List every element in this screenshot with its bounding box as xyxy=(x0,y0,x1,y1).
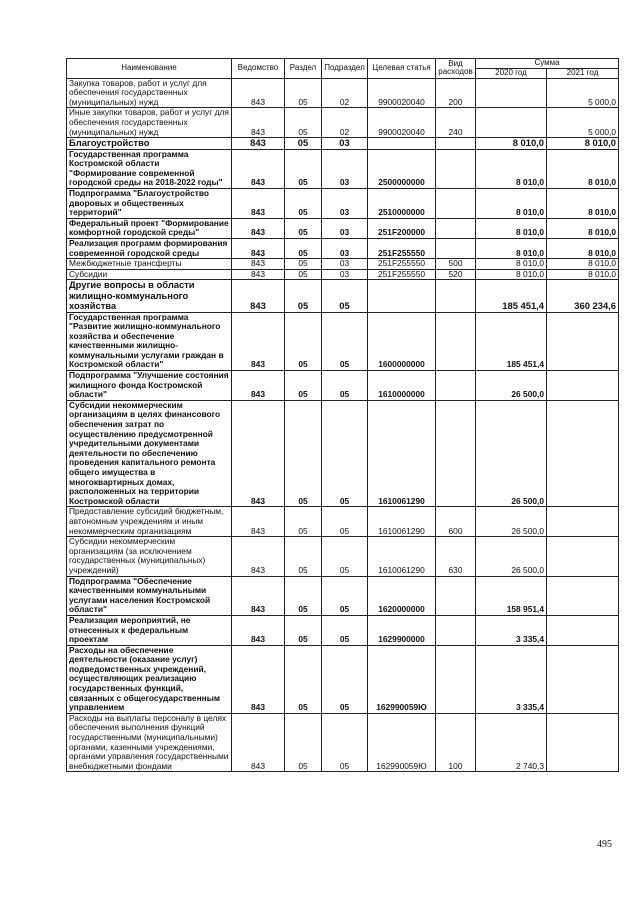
cell-target xyxy=(368,138,436,149)
cell-razdel: 05 xyxy=(285,507,322,537)
cell-podrazdel: 05 xyxy=(322,312,368,371)
cell-ved: 843 xyxy=(232,576,285,615)
cell-vid: 100 xyxy=(436,713,476,772)
cell-razdel: 05 xyxy=(285,615,322,645)
cell-y2020: 3 335,4 xyxy=(476,645,547,713)
cell-name: Предоставление субсидий бюджетным, автономным учреждениям и иным некоммерческим организациям xyxy=(67,507,232,537)
cell-razdel: 05 xyxy=(285,371,322,401)
cell-target: 1629900000 xyxy=(368,615,436,645)
table-row xyxy=(67,576,619,615)
cell-podrazdel: 03 xyxy=(322,188,368,218)
cell-ved: 843 xyxy=(232,259,285,270)
header-summa: Сумма xyxy=(476,59,619,69)
cell-razdel: 05 xyxy=(285,188,322,218)
cell-y2021: 8 010,0 xyxy=(547,188,619,218)
cell-ved: 843 xyxy=(232,78,285,108)
cell-podrazdel: 05 xyxy=(322,615,368,645)
cell-y2020: 8 010,0 xyxy=(476,188,547,218)
cell-target: 162990059Ю xyxy=(368,645,436,713)
cell-vid xyxy=(436,218,476,238)
cell-razdel: 05 xyxy=(285,537,322,576)
cell-target: 1610061290 xyxy=(368,537,436,576)
cell-vid xyxy=(436,371,476,401)
cell-y2020: 3 335,4 xyxy=(476,615,547,645)
cell-vid xyxy=(436,312,476,371)
cell-y2021 xyxy=(547,537,619,576)
cell-ved: 843 xyxy=(232,188,285,218)
cell-name: Субсидии xyxy=(67,269,232,280)
cell-name: Государственная программа Костромской области "Формирование современной городской среды на 2018-2022 годы" xyxy=(67,149,232,188)
cell-razdel: 05 xyxy=(285,138,322,149)
cell-y2020: 8 010,0 xyxy=(476,138,547,149)
header-2021: 2021 год xyxy=(547,68,619,78)
cell-y2021 xyxy=(547,645,619,713)
cell-y2021 xyxy=(547,507,619,537)
cell-y2020: 8 010,0 xyxy=(476,238,547,258)
cell-target: 251F255550 xyxy=(368,238,436,258)
cell-podrazdel: 03 xyxy=(322,238,368,258)
cell-y2020: 185 451,4 xyxy=(476,312,547,371)
cell-target: 162990059Ю xyxy=(368,713,436,772)
cell-ved: 843 xyxy=(232,400,285,507)
table-row xyxy=(67,238,619,258)
cell-razdel: 05 xyxy=(285,576,322,615)
cell-y2020: 26 500,0 xyxy=(476,507,547,537)
table-row xyxy=(67,138,619,149)
cell-podrazdel: 05 xyxy=(322,713,368,772)
cell-y2020: 26 500,0 xyxy=(476,537,547,576)
cell-name: Государственная программа "Развитие жилищно-коммунального хозяйства и обеспечение качественными жилищно-коммунальными услугами граждан в Костромской области" xyxy=(67,312,232,371)
table-row xyxy=(67,615,619,645)
cell-ved: 843 xyxy=(232,280,285,312)
cell-y2020: 8 010,0 xyxy=(476,149,547,188)
cell-vid xyxy=(436,280,476,312)
cell-y2021 xyxy=(547,400,619,507)
header-2020: 2020 год xyxy=(476,68,547,78)
cell-y2021: 8 010,0 xyxy=(547,149,619,188)
cell-target: 9900020040 xyxy=(368,108,436,138)
cell-ved: 843 xyxy=(232,218,285,238)
cell-podrazdel: 05 xyxy=(322,280,368,312)
cell-vid xyxy=(436,238,476,258)
cell-target: 251F200000 xyxy=(368,218,436,238)
cell-target: 1610061290 xyxy=(368,400,436,507)
cell-name: Подпрограмма "Обеспечение качественными коммунальными услугами населения Костромской области" xyxy=(67,576,232,615)
table-row xyxy=(67,149,619,188)
cell-ved: 843 xyxy=(232,312,285,371)
cell-name: Расходы на обеспечение деятельности (оказание услуг) подведомственных учреждений, осуществляющих реализацию государственных функций, связанных с общегосударственным управлением xyxy=(67,645,232,713)
cell-vid: 600 xyxy=(436,507,476,537)
cell-vid: 630 xyxy=(436,537,476,576)
cell-ved: 843 xyxy=(232,238,285,258)
cell-y2021 xyxy=(547,312,619,371)
cell-target: 1610000000 xyxy=(368,371,436,401)
cell-vid: 200 xyxy=(436,78,476,108)
cell-vid: 240 xyxy=(436,108,476,138)
cell-y2021: 360 234,6 xyxy=(547,280,619,312)
table-row xyxy=(67,645,619,713)
cell-vid xyxy=(436,188,476,218)
cell-vid xyxy=(436,645,476,713)
cell-ved: 843 xyxy=(232,371,285,401)
cell-razdel: 05 xyxy=(285,269,322,280)
cell-razdel: 05 xyxy=(285,312,322,371)
table-row xyxy=(67,280,619,312)
cell-vid: 520 xyxy=(436,269,476,280)
cell-vid xyxy=(436,400,476,507)
cell-podrazdel: 05 xyxy=(322,371,368,401)
cell-razdel: 05 xyxy=(285,400,322,507)
cell-ved: 843 xyxy=(232,108,285,138)
cell-razdel: 05 xyxy=(285,238,322,258)
table-row xyxy=(67,400,619,507)
cell-ved: 843 xyxy=(232,615,285,645)
cell-name: Реализация программ формирования современной городской среды xyxy=(67,238,232,258)
cell-y2020: 8 010,0 xyxy=(476,259,547,270)
cell-podrazdel: 02 xyxy=(322,108,368,138)
cell-y2021 xyxy=(547,713,619,772)
cell-y2021 xyxy=(547,576,619,615)
cell-ved: 843 xyxy=(232,149,285,188)
cell-target: 1610061290 xyxy=(368,507,436,537)
cell-ved: 843 xyxy=(232,713,285,772)
cell-y2021: 5 000,0 xyxy=(547,78,619,108)
header-target: Целевая статья xyxy=(368,59,436,79)
cell-vid xyxy=(436,138,476,149)
cell-vid xyxy=(436,576,476,615)
cell-y2020: 8 010,0 xyxy=(476,269,547,280)
cell-podrazdel: 03 xyxy=(322,218,368,238)
header-podrazdel: Подраздел xyxy=(322,59,368,79)
cell-y2020: 26 500,0 xyxy=(476,371,547,401)
cell-y2021: 8 010,0 xyxy=(547,238,619,258)
cell-vid xyxy=(436,149,476,188)
cell-name: Субсидии некоммерческим организациям в целях финансового обеспечения затрат по осуществлению предусмотренной учредительными документами деятельности по обеспечению проведения капитального ремонта общего имущества в многоквартирных домах, расположенных на территории Костромской области xyxy=(67,400,232,507)
header-vedomstvo: Ведомство xyxy=(232,59,285,79)
cell-name: Субсидии некоммерческим организациям (за исключением государственных (муниципальных) учреждений) xyxy=(67,537,232,576)
header-name: Наименование xyxy=(67,59,232,79)
cell-target: 2510000000 xyxy=(368,188,436,218)
cell-y2021: 8 010,0 xyxy=(547,259,619,270)
cell-ved: 843 xyxy=(232,269,285,280)
cell-podrazdel: 05 xyxy=(322,400,368,507)
cell-razdel: 05 xyxy=(285,645,322,713)
cell-y2020 xyxy=(476,78,547,108)
cell-podrazdel: 03 xyxy=(322,259,368,270)
cell-y2020: 158 951,4 xyxy=(476,576,547,615)
cell-razdel: 05 xyxy=(285,78,322,108)
cell-ved: 843 xyxy=(232,507,285,537)
cell-name: Межбюджетные трансферты xyxy=(67,259,232,270)
cell-podrazdel: 02 xyxy=(322,78,368,108)
cell-y2020: 185 451,4 xyxy=(476,280,547,312)
cell-podrazdel: 05 xyxy=(322,576,368,615)
cell-name: Иные закупки товаров, работ и услуг для обеспечения государственных (муниципальных) нужд xyxy=(67,108,232,138)
table-row xyxy=(67,269,619,280)
cell-podrazdel: 03 xyxy=(322,149,368,188)
budget-table xyxy=(66,58,619,772)
cell-name: Подпрограмма "Улучшение состояния жилищного фонда Костромской области" xyxy=(67,371,232,401)
cell-razdel: 05 xyxy=(285,218,322,238)
cell-name: Расходы на выплаты персоналу в целях обеспечения выполнения функций государственными (муниципальными) органами, казенными учреждениями, органами управления государственными внебюджетными фондами xyxy=(67,713,232,772)
header-razdel: Раздел xyxy=(285,59,322,79)
cell-y2021: 8 010,0 xyxy=(547,269,619,280)
page-number: 495 xyxy=(597,839,612,850)
cell-y2020: 8 010,0 xyxy=(476,218,547,238)
cell-podrazdel: 05 xyxy=(322,507,368,537)
table-row xyxy=(67,537,619,576)
cell-name: Реализация мероприятий, не отнесенных к федеральным проектам xyxy=(67,615,232,645)
cell-target xyxy=(368,280,436,312)
table-row xyxy=(67,371,619,401)
cell-y2021: 8 010,0 xyxy=(547,138,619,149)
cell-y2021 xyxy=(547,371,619,401)
cell-y2020 xyxy=(476,108,547,138)
table-row xyxy=(67,108,619,138)
cell-target: 1600000000 xyxy=(368,312,436,371)
header-vid: Вид расходов xyxy=(436,59,476,79)
cell-podrazdel: 03 xyxy=(322,138,368,149)
cell-target: 251F255550 xyxy=(368,259,436,270)
cell-name: Подпрограмма "Благоустройство дворовых и общественных территорий" xyxy=(67,188,232,218)
cell-y2020: 26 500,0 xyxy=(476,400,547,507)
cell-podrazdel: 03 xyxy=(322,269,368,280)
cell-name: Закупка товаров, работ и услуг для обеспечения государственных (муниципальных) нужд xyxy=(67,78,232,108)
cell-razdel: 05 xyxy=(285,713,322,772)
cell-target: 251F255550 xyxy=(368,269,436,280)
table-row xyxy=(67,218,619,238)
cell-razdel: 05 xyxy=(285,108,322,138)
cell-name: Другие вопросы в области жилищно-коммунального хозяйства xyxy=(67,280,232,312)
cell-vid xyxy=(436,615,476,645)
cell-target: 2500000000 xyxy=(368,149,436,188)
table-row xyxy=(67,507,619,537)
cell-podrazdel: 05 xyxy=(322,645,368,713)
cell-name: Федеральный проект "Формирование комфортной городской среды" xyxy=(67,218,232,238)
cell-razdel: 05 xyxy=(285,149,322,188)
cell-razdel: 05 xyxy=(285,280,322,312)
table-row xyxy=(67,188,619,218)
table-row xyxy=(67,713,619,772)
table-body xyxy=(67,78,619,772)
cell-target: 9900020040 xyxy=(368,78,436,108)
cell-ved: 843 xyxy=(232,138,285,149)
table-row xyxy=(67,78,619,108)
cell-razdel: 05 xyxy=(285,259,322,270)
cell-y2021: 5 000,0 xyxy=(547,108,619,138)
cell-ved: 843 xyxy=(232,537,285,576)
cell-y2020: 2 740,3 xyxy=(476,713,547,772)
cell-y2021: 8 010,0 xyxy=(547,218,619,238)
cell-podrazdel: 05 xyxy=(322,537,368,576)
cell-name: Благоустройство xyxy=(67,138,232,149)
cell-ved: 843 xyxy=(232,645,285,713)
table-row xyxy=(67,259,619,270)
cell-target: 1620000000 xyxy=(368,576,436,615)
table-row xyxy=(67,312,619,371)
cell-vid: 500 xyxy=(436,259,476,270)
cell-y2021 xyxy=(547,615,619,645)
